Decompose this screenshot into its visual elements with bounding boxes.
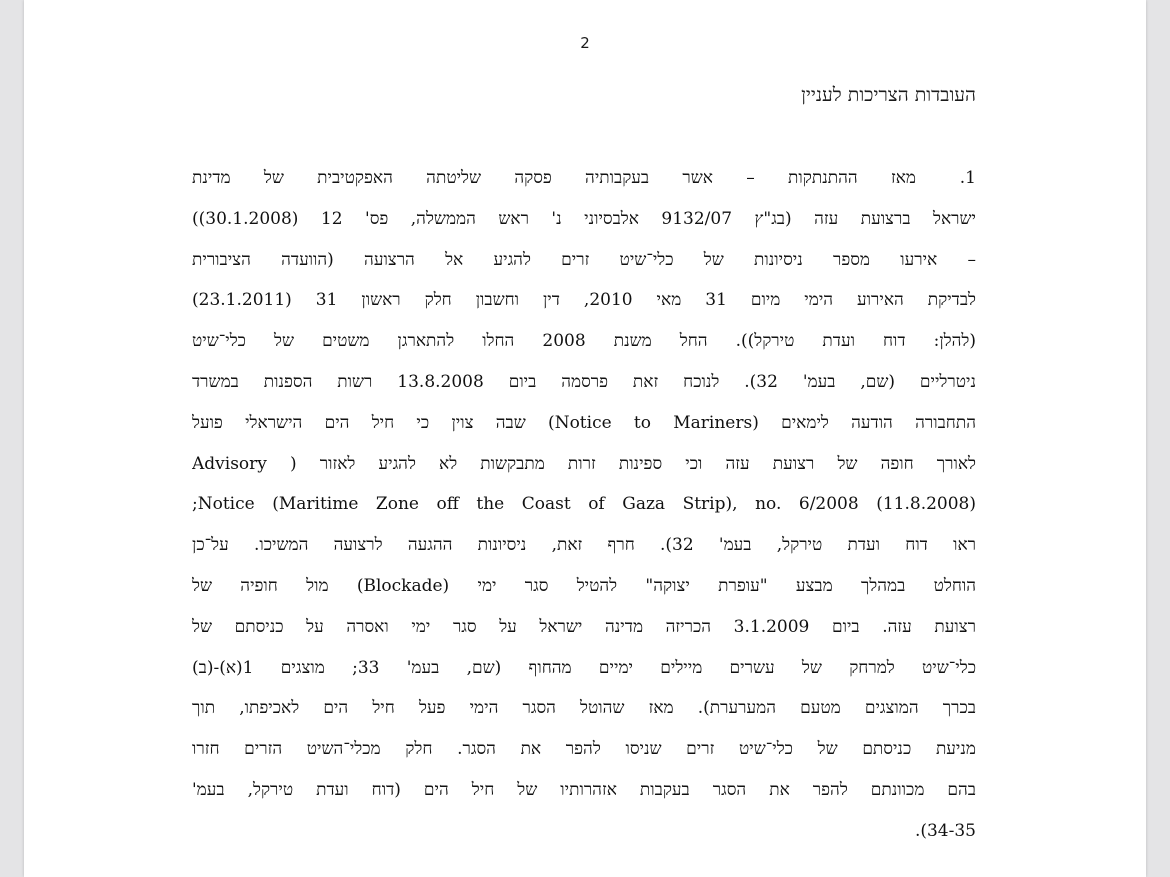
paragraph-line: התחבורה הודעה לימאים (Notice to Mariners) שבה צוין כי חיל הים הישראלי פועל — [192, 412, 976, 433]
paragraph-line: בהם מכוונתם להפר את הסגר בעקבות אזהרותיו של חיל הים (דוח ועדת טירקל, בעמ' — [192, 779, 976, 800]
paragraph-line: כלי־שיט למרחק של עשרים מיילים ימיים מהחוף (שם, בעמ' 33; מוצגים 1(א)-(ב) — [192, 657, 976, 678]
item-number: 1. — [959, 168, 976, 188]
paragraph-line: (להלן: דוח ועדת טירקל)). החל משנת 2008 החלו להתארגן משטים של כלי־שיט — [192, 331, 976, 352]
paragraph-line: Notice (Maritime Zone off the Coast of Gaza Strip), no. 6/2008 (11.8.2008); — [192, 494, 976, 515]
paragraph-line: בכרך המוצגים מטעם המערערת). מאז שהוטל הסגר הימי פעל חיל הים לאכיפתו, תוך — [192, 698, 976, 719]
paragraph-line: ניטרליים (שם, בעמ' 32). לנוכח זאת פרסמה ביום 13.8.2008 רשות הספנות במשרד — [192, 371, 976, 392]
paragraph-1 — [192, 161, 976, 855]
section-heading: העובדות הצריכות לעניין — [801, 84, 976, 106]
page-number: 2 — [580, 34, 590, 52]
paragraph-line-text: מאז ההתנתקות – אשר בעקבותיה פסקה שליטתה האפקטיבית של מדינת — [192, 168, 916, 188]
paragraph-line: – אירעו מספר ניסיונות של כלי־שיט זרים להגיע אל הרצועה (הוועדה הציבורית — [192, 249, 976, 270]
paragraph-line: לבדיקת האירוע הימי מיום 31 מאי 2010, דין וחשבון חלק ראשון 31 (23.1.2011) — [192, 290, 976, 311]
paragraph-line: רצועת עזה. ביום 3.1.2009 הכריזה מדינה ישראל על סגר ימי ואסרה על כניסתם של — [192, 616, 976, 637]
paragraph-line: 34-35). — [914, 820, 976, 841]
paragraph-line: לאורך חופה של רצועת עזה וכי ספינות זרות מתבקשות לא להגיע לאזור ( Advisory — [192, 453, 976, 474]
paragraph-line: ישראל ברצועת עזה (בג"ץ 9132/07 אלבסיוני נ' ראש הממשלה, פס' 12 (30.1.2008)) — [192, 208, 976, 229]
document-page — [24, 0, 1146, 877]
paragraph-line: ראו דוח ועדת טירקל, בעמ' 32). חרף זאת, ניסיונות ההגעה לרצועה המשיכו. על־כן — [192, 535, 976, 556]
paragraph-line — [192, 161, 976, 202]
paragraph-line: מניעת כניסתם של כלי־שיט זרים שניסו להפר את הסגר. חלק מכלי־השיט הזרים חזרו — [192, 739, 976, 760]
paragraph-line: הוחלט במהלך מבצע "עופרת יצוקה" להטיל סגר ימי (Blockade) מול חופיה של — [192, 575, 976, 596]
